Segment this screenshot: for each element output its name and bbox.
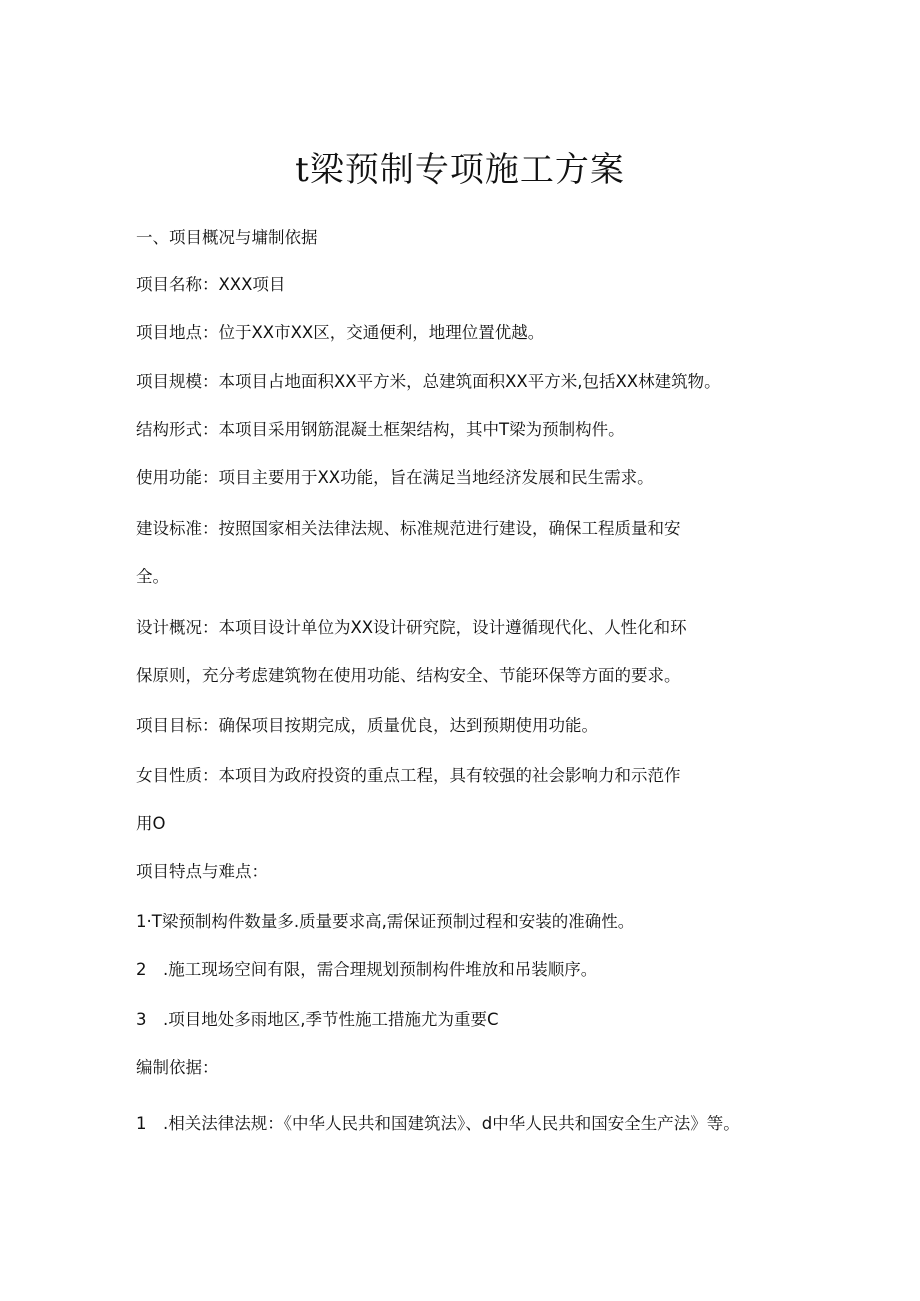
paragraph-project-scale: 项目规模：本项目占地面积XX平方米，总建筑面积XX平方米,包括XX林建筑物。 xyxy=(136,372,721,391)
paragraph-project-goal: 项目目标：确保项目按期完成，质量优良，达到预期使用功能。 xyxy=(136,716,598,735)
paragraph-design-overview-cont: 保原则，充分考虑建筑物在使用功能、结构安全、节能环保等方面的要求。 xyxy=(136,666,681,685)
subheading-features-difficulties: 项目特点与难点： xyxy=(136,862,268,881)
paragraph-project-nature: 女目性质：本项目为政府投资的重点工程，具有较强的社会影响力和示范作 xyxy=(136,766,681,785)
paragraph-use-function: 使用功能：项目主要用于XX功能，旨在满足当地经济发展和民生需求。 xyxy=(136,468,654,487)
paragraph-project-name: 项目名称：XXX项目 xyxy=(136,275,286,294)
list-item: 1·T梁预制构件数量多.质量要求高,需保证预制过程和安装的准确性。 xyxy=(136,912,635,931)
paragraph-structure-form: 结构形式：本项目采用钢筋混凝土框架结构，其中T梁为预制构件。 xyxy=(136,420,625,439)
paragraph-construction-standard: 建设标准：按照国家相关法律法规、标准规范进行建设，确保工程质量和安 xyxy=(136,519,681,538)
subheading-compilation-basis: 编制依据： xyxy=(136,1058,219,1077)
list-item: 3 .项目地处多雨地区,季节性施工措施尤为重要C xyxy=(136,1010,499,1029)
paragraph-construction-standard-cont: 全。 xyxy=(136,567,169,586)
list-item: 1 .相关法律法规：《中华人民共和国建筑法》、d中华人民共和国安全生产法》等。 xyxy=(136,1114,740,1133)
list-item: 2 .施工现场空间有限，需合理规划预制构件堆放和吊装顺序。 xyxy=(136,960,598,979)
document-title: t梁预制专项施工方案 xyxy=(295,150,625,190)
paragraph-design-overview: 设计概况：本项目设计单位为XX设计研究院，设计遵循现代化、人性化和环 xyxy=(136,618,687,637)
paragraph-project-nature-cont: 用O xyxy=(136,814,166,833)
paragraph-project-location: 项目地点：位于XX市XX区，交通便利，地理位置优越。 xyxy=(136,323,545,342)
section-heading: 一、项目概况与墉制依据 xyxy=(136,228,318,247)
